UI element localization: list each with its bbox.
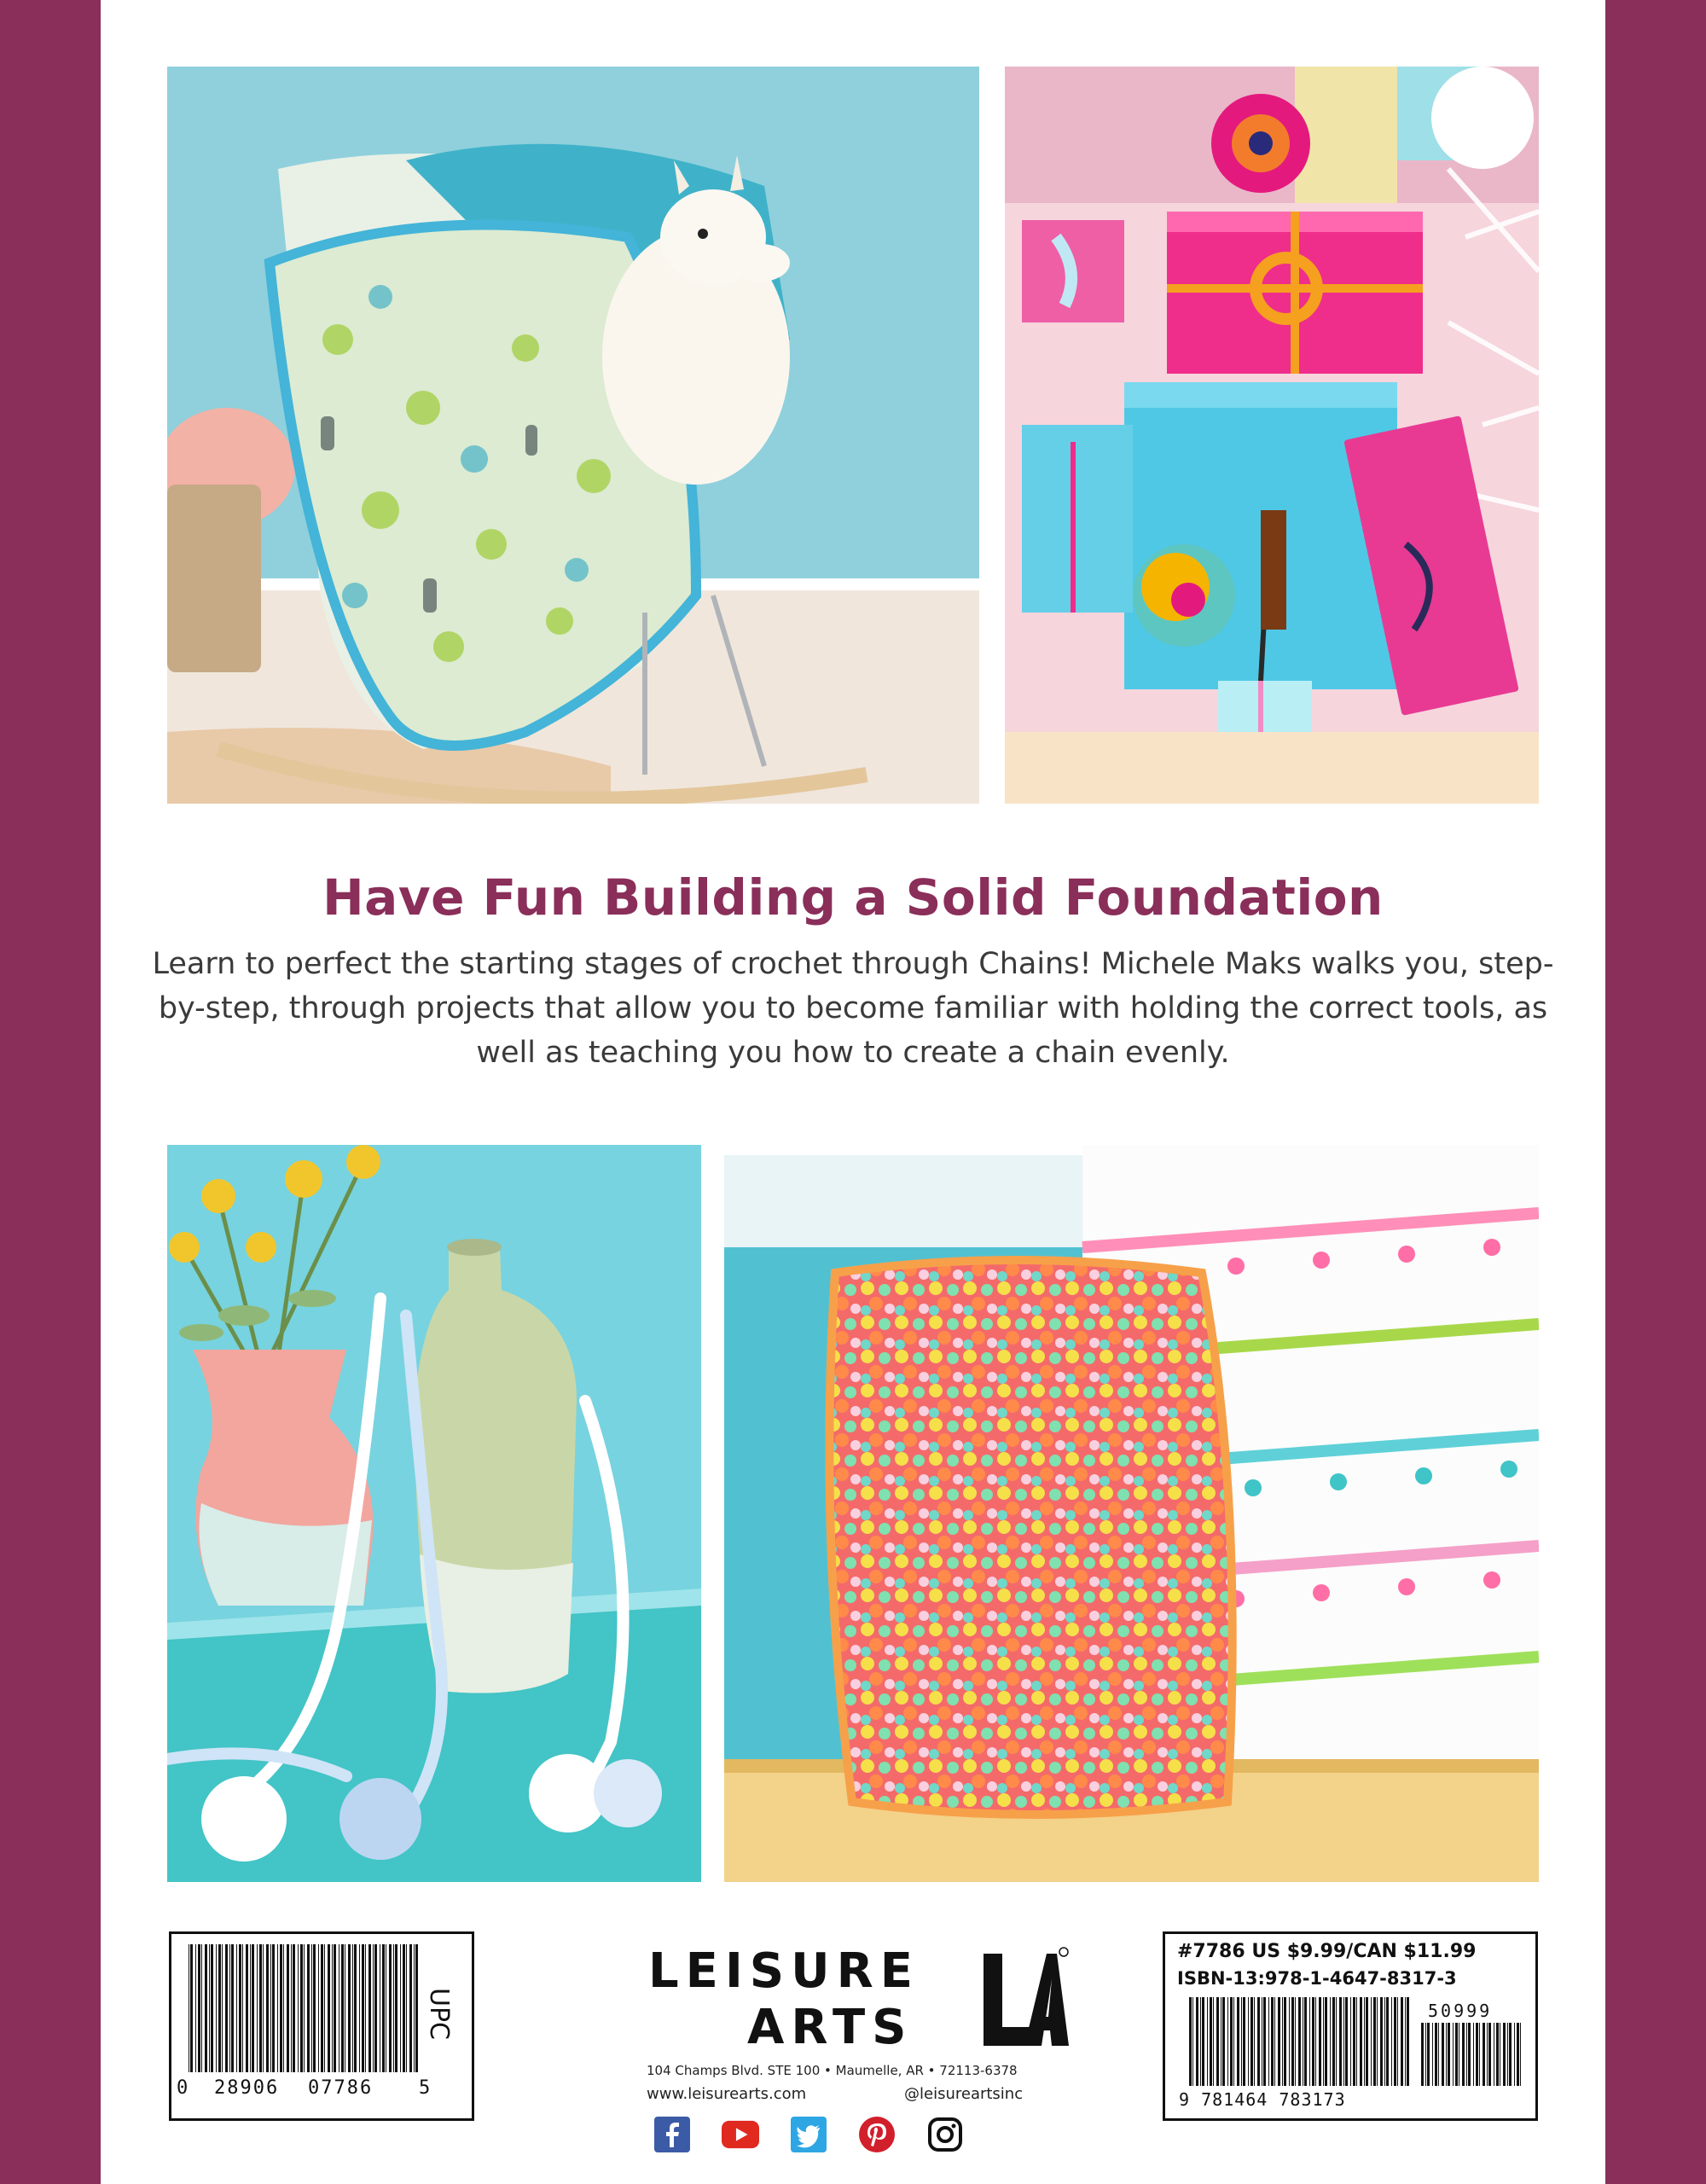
upc-label: UPC	[424, 1988, 454, 2040]
photo-baby-blanket	[167, 67, 979, 804]
isbn-barcode-digits: 9 781464 783173	[1179, 2089, 1346, 2110]
isbn-barcode	[1189, 1997, 1411, 2086]
publisher-website[interactable]: www.leisurearts.com	[647, 2085, 807, 2103]
upc-digits-group-2: 07786	[308, 2077, 374, 2099]
pinterest-icon[interactable]	[858, 2116, 896, 2153]
isbn-number: ISBN-13:978-1-4647-8317-3	[1177, 1968, 1457, 1989]
headline: Have Fun Building a Solid Foundation	[322, 868, 1384, 926]
facebook-icon[interactable]	[653, 2116, 691, 2153]
publisher-logo-block	[630, 1938, 1073, 2169]
price-addon-barcode	[1421, 2023, 1523, 2086]
logo-word-arts: ARTS	[747, 2000, 914, 2055]
price-line: #7786 US $9.99/CAN $11.99	[1177, 1941, 1477, 1962]
photo-shaggy-pillow	[724, 1145, 1539, 1882]
photo-gift-boxes	[1005, 67, 1539, 804]
logo-word-leisure: LEISURE	[648, 1943, 920, 1999]
twitter-icon[interactable]	[790, 2116, 827, 2153]
back-cover-page	[101, 0, 1605, 2184]
publisher-social-handle: @leisureartsinc	[904, 2085, 1024, 2103]
upc-digit-right: 5	[419, 2077, 431, 2099]
social-icons-row	[653, 2116, 964, 2153]
upc-barcode-box	[169, 1931, 474, 2121]
leisure-arts-logo-mark	[975, 1945, 1069, 2048]
upc-digit-left: 0	[177, 2077, 189, 2099]
instagram-icon[interactable]	[926, 2116, 964, 2153]
description-paragraph: Learn to perfect the starting stages of crochet through Chains! Michele Maks walks you, step-by-step, through projects that allow you to become familiar with holding the correct tools, as well as teaching you how to create a chain evenly.	[152, 947, 1554, 1070]
isbn-barcode-box	[1163, 1931, 1538, 2121]
youtube-icon[interactable]	[722, 2116, 759, 2153]
upc-digits-group-1: 28906	[214, 2077, 280, 2099]
photo-vases-chains	[167, 1145, 701, 1882]
upc-barcode	[189, 1944, 419, 2072]
price-addon-digits: 50999	[1428, 2001, 1493, 2021]
publisher-address: 104 Champs Blvd. STE 100 • Maumelle, AR • 72113-6378	[647, 2063, 1018, 2078]
